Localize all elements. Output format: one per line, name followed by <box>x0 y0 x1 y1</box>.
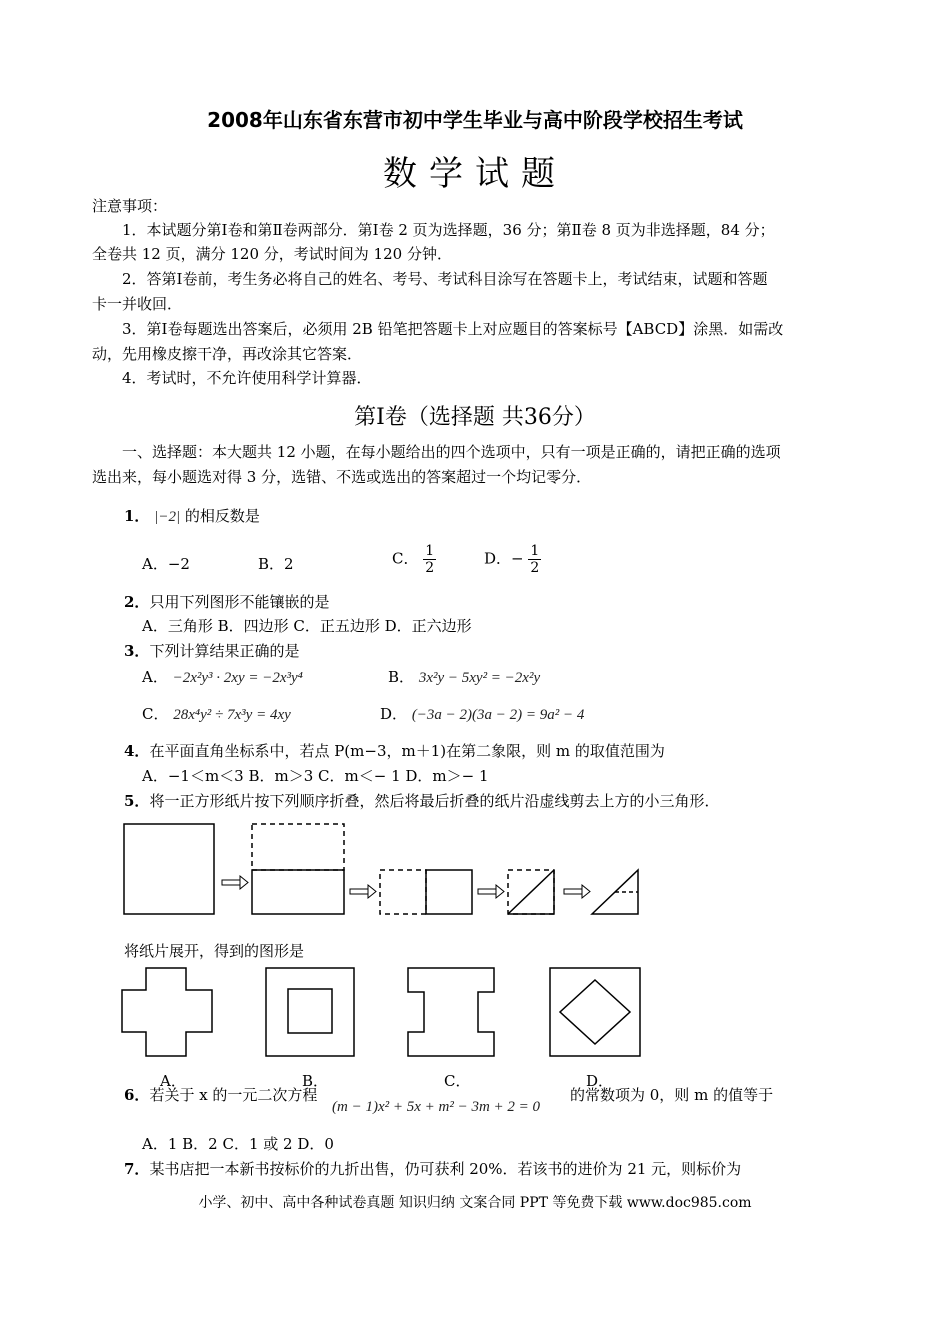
q3-option-b-label: B． <box>388 668 415 686</box>
question-6-equation: (m − 1)x² + 5x + m² − 3m + 2 = 0 <box>332 1099 541 1115</box>
question-5-number: 5． <box>124 792 150 810</box>
q5-option-c-label: C． <box>444 1072 471 1090</box>
question-7-text: 某书店把一本新书按标价的九折出售，仍可获利 20%．若该书的进价为 21 元，则标价为 <box>149 1160 742 1178</box>
folding-sequence-figure <box>118 818 648 922</box>
q3-option-c-label: C． <box>142 705 169 723</box>
q3-option-a <box>142 666 303 689</box>
question-6-text-a: 若关于 x 的一元二次方程 <box>149 1086 318 1104</box>
q2-options: A．三角形 B．四边形 C．正五边形 D．正六边形 <box>142 617 472 635</box>
q5-option-d-label: D． <box>586 1072 614 1090</box>
q4-options: A．−1＜m＜3 B．m＞3 C．m＜− 1 D．m＞− 1 <box>142 767 489 785</box>
question-6-intro <box>124 1084 317 1106</box>
page-footer: 小学、初中、高中各种试卷真题 知识归纳 文案合同 PPT 等免费下载 www.doc985.com <box>198 1195 752 1211</box>
q1-option-b: B．2 <box>258 555 294 573</box>
question-6-text-b: 的常数项为 0，则 m 的值等于 <box>570 1086 774 1104</box>
notice-line-1: 1．本试题分第Ⅰ卷和第Ⅱ卷两部分．第Ⅰ卷 2 页为选择题，36 分；第Ⅱ卷 8 页为非选择题，84 分； <box>122 221 775 239</box>
question-7 <box>124 1158 741 1180</box>
q3-option-b <box>388 666 540 689</box>
question-1 <box>124 505 260 528</box>
q1-option-d-denominator: 2 <box>530 560 540 576</box>
question-3-number: 3． <box>124 642 150 660</box>
question-4 <box>124 740 665 762</box>
question-1-expr: |−2| <box>154 509 181 525</box>
question-1-number: 1． <box>124 507 150 525</box>
notice-line-4: 卡一并收回． <box>92 295 183 313</box>
notice-line-2: 全卷共 12 页，满分 120 分，考试时间为 120 分钟． <box>92 245 452 263</box>
notice-line-6: 动，先用橡皮擦干净，再改涂其它答案． <box>92 345 363 363</box>
question-2 <box>124 591 329 613</box>
q1-option-c-numerator: 1 <box>425 543 435 559</box>
q3-option-a-expr: −2x²y³ · 2xy = −2x³y⁴ <box>172 670 303 686</box>
q1-option-c <box>392 543 436 576</box>
question-1-text: 的相反数是 <box>184 507 260 525</box>
q3-option-c-expr: 28x⁴y² ÷ 7x³y = 4xy <box>173 707 291 723</box>
q1-option-c-fraction <box>423 543 436 576</box>
question-5-text: 将一正方形纸片按下列顺序折叠，然后将最后折叠的纸片沿虚线剪去上方的小三角形． <box>149 792 720 810</box>
question-6-number: 6． <box>124 1086 150 1104</box>
section-instruction-2: 选出来，每小题选对得 3 分，选错、不选或选出的答案超过一个均记零分． <box>92 468 592 486</box>
notice-line-5: 3．第Ⅰ卷每题选出答案后，必须用 2B 铅笔把答题卡上对应题目的答案标号【ABCD】涂黑．如需改 <box>122 320 784 338</box>
question-4-text: 在平面直角坐标系中，若点 P(m−3，m＋1)在第二象限，则 m 的取值范围为 <box>149 742 665 760</box>
notice-line-7: 4．考试时，不允许使用科学计算器． <box>122 369 372 387</box>
question-2-text: 只用下列图形不能镶嵌的是 <box>149 593 330 611</box>
notice-line-3: 2．答第Ⅰ卷前，考生务必将自己的姓名、考号、考试科目涂写在答题卡上，考试结束，试题和答题 <box>122 270 768 288</box>
q1-option-d-fraction <box>528 543 541 576</box>
section-title: 第Ⅰ卷（选择题 共36分） <box>354 405 596 430</box>
notice-heading: 注意事项： <box>92 197 168 215</box>
question-5 <box>124 790 719 812</box>
q3-option-c <box>142 703 291 726</box>
section-instruction-1: 一、选择题：本大题共 12 小题，在每小题给出的四个选项中，只有一项是正确的，请把正确的选项 <box>122 443 781 461</box>
q5-answer-options-figure <box>118 962 648 1062</box>
question-7-number: 7． <box>124 1160 150 1178</box>
q3-option-a-label: A． <box>142 668 168 686</box>
q5-unfold-text: 将纸片展开，得到的图形是 <box>124 942 305 960</box>
q1-option-d <box>484 543 541 576</box>
q3-option-d-label: D． <box>380 705 408 723</box>
question-2-number: 2． <box>124 593 150 611</box>
q3-option-d <box>380 703 584 726</box>
q1-option-a: A．−2 <box>142 555 190 573</box>
q1-option-d-label: D．− <box>484 549 524 568</box>
q3-option-b-expr: 3x²y − 5xy² = −2x²y <box>418 670 541 686</box>
q6-options: A．1 B．2 C．1 或 2 D．0 <box>142 1135 334 1153</box>
question-3 <box>124 640 299 662</box>
q1-option-c-label: C． <box>392 549 419 568</box>
question-4-number: 4． <box>124 742 150 760</box>
subject-title: 数学试题 <box>383 154 567 194</box>
q3-option-d-expr: (−3a − 2)(3a − 2) = 9a² − 4 <box>411 707 585 723</box>
q1-option-c-denominator: 2 <box>425 560 435 576</box>
exam-title: 2008年山东省东营市初中学生毕业与高中阶段学校招生考试 <box>207 108 743 132</box>
q1-option-d-numerator: 1 <box>530 543 540 559</box>
q5-option-b-label: B． <box>302 1072 329 1090</box>
q5-option-a-label: A． <box>160 1072 186 1090</box>
question-3-text: 下列计算结果正确的是 <box>149 642 300 660</box>
